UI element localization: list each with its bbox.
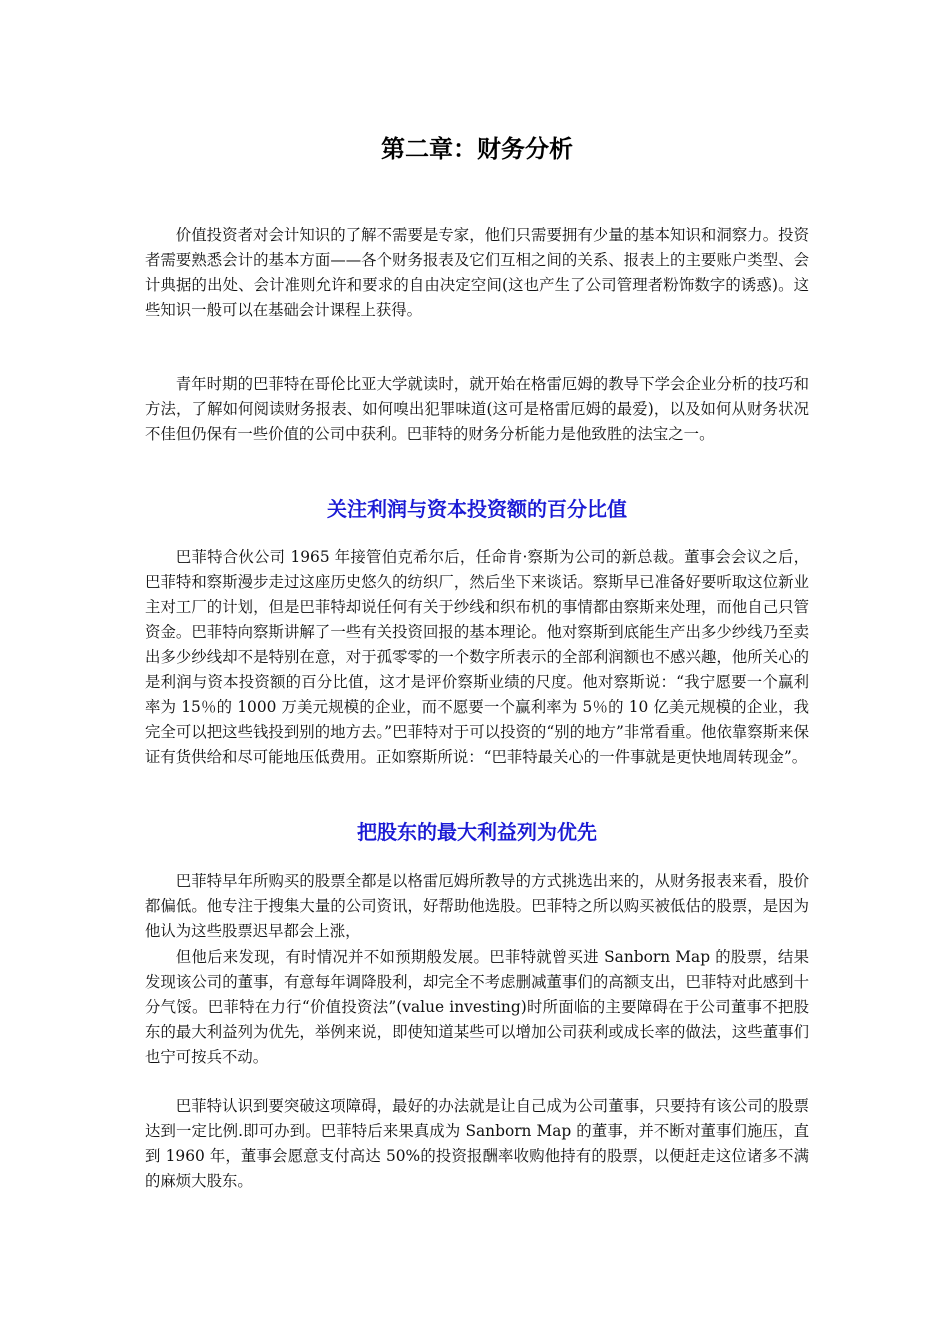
chapter-title: 第二章：财务分析 <box>381 135 573 163</box>
section-heading-profit-ratio: 关注利润与资本投资额的百分比值 <box>327 497 627 521</box>
intro-paragraph-1: 价值投资者对会计知识的了解不需要是专家，他们只需要拥有少量的基本知识和洞察力。投资者需要熟悉会计的基本方面——各个财务报表及它们互相之间的关系、报表上的主要账户类型、会计典据的出处、会计准则允许和要求的自由决定空间(这也产生了公司管理者粉饰数字的诱惑)。这些知识一般可以在基础会计课程上获得。 <box>145 226 809 319</box>
section2-paragraph-3: 巴菲特认识到要突破这项障碍，最好的办法就是让自己成为公司董事，只要持有该公司的股票达到一定比例.即可办到。巴菲特后来果真成为 Sanborn Map 的董事，并不断对董事们施压，直到 1960 年，董事会愿意支付高达 50%的投资报酬率收购他持有的股票，以便赶走这位诸多不满的麻烦大股东。 <box>145 1097 809 1190</box>
intro-paragraph-2: 青年时期的巴菲特在哥伦比亚大学就读时，就开始在格雷厄姆的教导下学会企业分析的技巧和方法，了解如何阅读财务报表、如何嗅出犯罪味道(这可是格雷厄姆的最爱)，以及如何从财务状况不佳但仍保有一些价值的公司中获利。巴菲特的财务分析能力是他致胜的法宝之一。 <box>145 375 809 443</box>
section1-paragraph-1: 巴菲特合伙公司 1965 年接管伯克希尔后，任命肯·察斯为公司的新总裁。董事会会议之后，巴菲特和察斯漫步走过这座历史悠久的纺织厂，然后坐下来谈话。察斯早已准备好要听取这位新业主对工厂的计划，但是巴菲特却说任何有关于纱线和织布机的事情都由察斯来处理，而他自己只管资金。巴菲特向察斯讲解了一些有关投资回报的基本理论。他对察斯到底能生产出多少纱线乃至卖出多少纱线却不是特别在意，对于孤零零的一个数字所表示的全部利润额也不感兴趣，他所关心的是利润与资本投资额的百分比值，这才是评价察斯业绩的尺度。他对察斯说：“我宁愿要一个赢利率为 15％的 1000 万美元规模的企业，而不愿要一个赢利率为 5％的 10 亿美元规模的企业，我完全可以把这些钱投到别的地方去。”巴菲特对于可以投资的“别的地方”非常看重。他依靠察斯来保证有货供给和尽可能地压低费用。正如察斯所说：“巴菲特最关心的一件事就是更快地周转现金”。 <box>145 548 809 766</box>
section-heading-shareholder-interest: 把股东的最大利益列为优先 <box>357 820 597 844</box>
section2-paragraph-1: 巴菲特早年所购买的股票全都是以格雷厄姆所教导的方式挑选出来的，从财务报表来看，股价都偏低。他专注于搜集大量的公司资讯，好帮助他选股。巴菲特之所以购买被低估的股票，是因为他认为这些股票迟早都会上涨， <box>145 872 809 940</box>
section2-paragraph-2: 但他后来发现，有时情况并不如预期般发展。巴菲特就曾买进 Sanborn Map 的股票，结果发现该公司的董事，有意每年调降股利，却完全不考虑删减董事们的高额支出，巴菲特对此感到十分气馁。巴菲特在力行“价值投资法”(value investing)时所面临的主要障碍在于公司董事不把股东的最大利益列为优先，举例来说，即使知道某些可以增加公司获利或成长率的做法，这些董事们也宁可按兵不动。 <box>145 948 809 1066</box>
